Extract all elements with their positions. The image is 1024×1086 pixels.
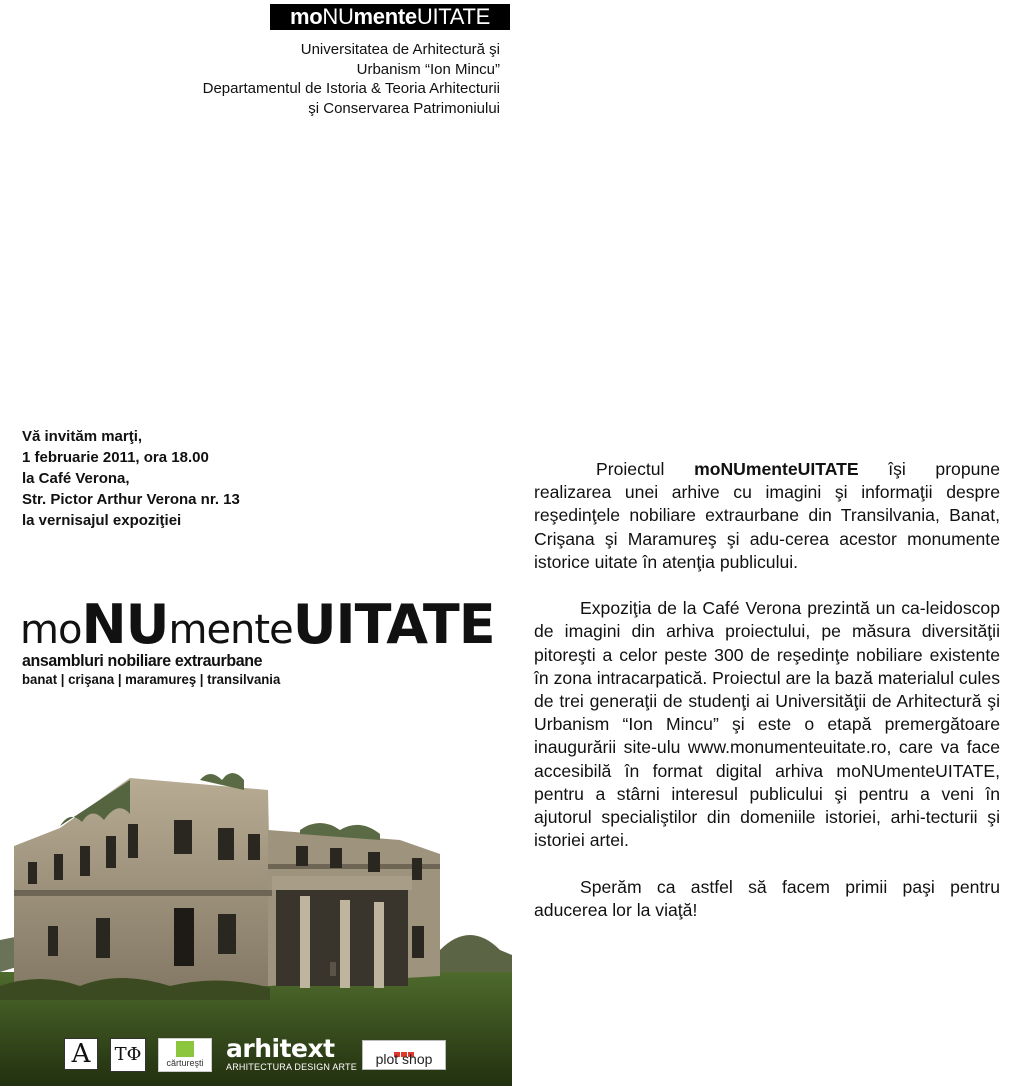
poster-title-nu: NU	[81, 593, 169, 656]
poster-title-uitate: UITATE	[292, 593, 495, 656]
paragraph-1-pre: Proiectul	[596, 459, 695, 479]
logo-part-uitate: UITATE	[416, 4, 491, 29]
logo-part-mo: mo	[289, 4, 323, 29]
body-text	[534, 458, 1000, 922]
logo-carturesti	[158, 1038, 212, 1072]
invitation-line: Vă invităm marţi,	[22, 428, 143, 445]
header-logo	[270, 4, 510, 30]
logo-arhitext	[226, 1034, 357, 1072]
affiliation-line: şi Conservarea Patrimoniului	[308, 99, 500, 117]
invitation-line: 1 februarie 2011, ora 18.00	[22, 449, 209, 466]
paragraph-2	[534, 597, 1000, 852]
affiliation-line: Urbanism “Ion Mincu”	[356, 60, 500, 78]
invitation	[22, 426, 240, 531]
logo-part-nu: NU	[322, 4, 354, 29]
logo-carturesti-label: cărtureşti	[166, 1058, 204, 1068]
logo-part-mente: mente	[353, 4, 417, 29]
paragraph-2-text: Expoziţia de la Café Verona prezintă un ca-leidoscop de imagini din arhiva proiectului, pe măsura diversităţii pitoreşti a celor peste 300 de reşedinţe nobiliare existente în zona intracarpatică. Proiectul are la bază materialul cules de trei generaţii de studenţi ai Universităţii de Arhitectură şi Urbanism “Ion Mincu” şi este o etapă premergătoare inaugurării site-ulu www.monumenteuitate.ro, care va face accesibilă în format digital arhiva moNUmenteUITATE, pentru a stârni interesul publicului şi pentru a veni în ajutorul specialiştilor din domeniile istoriei, arhi-tecturii şi istoriei artei.	[534, 598, 1000, 851]
logo-arhitext-sub: ARHITECTURA DESIGN ARTE	[226, 1062, 357, 1072]
invitation-line: la Café Verona,	[22, 470, 130, 487]
logo-plotshop	[362, 1040, 446, 1070]
logo-arhitext-label: arhitext	[226, 1034, 335, 1063]
paragraph-1-post: îşi propune realizarea unei arhive cu imagini şi informaţii despre reşedinţele nobiliare extraurbane din Transilvania, Banat, Crişana şi Maramureş şi adu-cerea acestor monumente istorice uitate în atenţia publicului.	[534, 459, 1000, 572]
paragraph-1-project-name: moNUmenteUITATE	[694, 459, 859, 479]
invitation-line: Str. Pictor Arthur Verona nr. 13	[22, 491, 240, 508]
poster-regions: banat | crişana | maramureş | transilvania	[22, 671, 281, 687]
affiliation	[140, 40, 500, 118]
poster-subtitle: ansambluri nobiliare extraurbane	[22, 651, 263, 670]
logo-plotshop-label: plot shop	[375, 1051, 433, 1067]
affiliation-line: Universitatea de Arhitectură şi	[300, 41, 500, 58]
invitation-line: la vernisajul expoziţiei	[22, 512, 182, 529]
poster-title-mo: mo	[20, 607, 82, 653]
poster-title-mente: mente	[168, 607, 293, 653]
logo-a: A	[64, 1038, 98, 1070]
paragraph-1	[534, 458, 1000, 574]
affiliation-line: Departamentul de Istoria & Teoria Arhitecturii	[202, 80, 500, 97]
cube-icon	[176, 1041, 194, 1057]
paragraph-3	[534, 876, 1000, 922]
logo-tf: TΦ	[110, 1038, 146, 1072]
paragraph-3-text: Sperăm ca astfel să facem primii paşi pentru aducerea lor la viaţă!	[534, 876, 1000, 920]
